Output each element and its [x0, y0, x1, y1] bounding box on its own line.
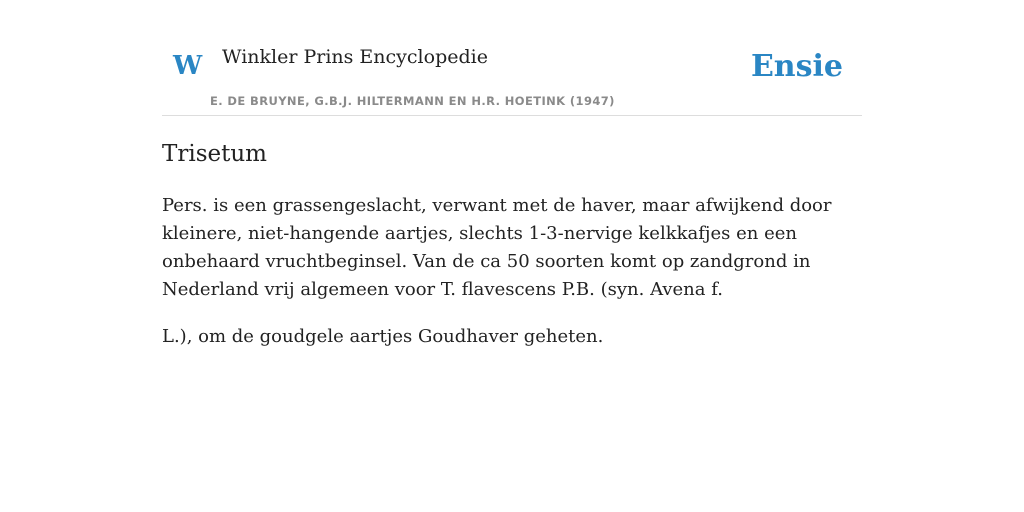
- article-title: Trisetum: [162, 141, 267, 167]
- source-logo: W: [173, 51, 203, 81]
- source-authors: E. DE BRUYNE, G.B.J. HILTERMANN EN H.R. HOETINK (1947): [210, 94, 615, 108]
- source-title[interactable]: Winkler Prins Encyclopedie: [222, 46, 488, 68]
- article-paragraph: L.), om de goudgele aartjes Goudhaver geheten.: [162, 326, 604, 347]
- article-paragraph: Pers. is een grassengeslacht, verwant met de haver, maar afwijkend door kleinere, niet-hangende aartjes, slechts 1-3-nervige kelkkafjes en een onbehaard vruchtbeginsel. Van de ca 50 soorten komt op zandgrond in Nederland vrij algemeen voor T. flavescens P.B. (syn. Avena f.: [162, 195, 832, 300]
- article: [162, 138, 862, 351]
- source-header: [162, 0, 862, 116]
- ensie-logo-link[interactable]: Ensie: [750, 49, 843, 84]
